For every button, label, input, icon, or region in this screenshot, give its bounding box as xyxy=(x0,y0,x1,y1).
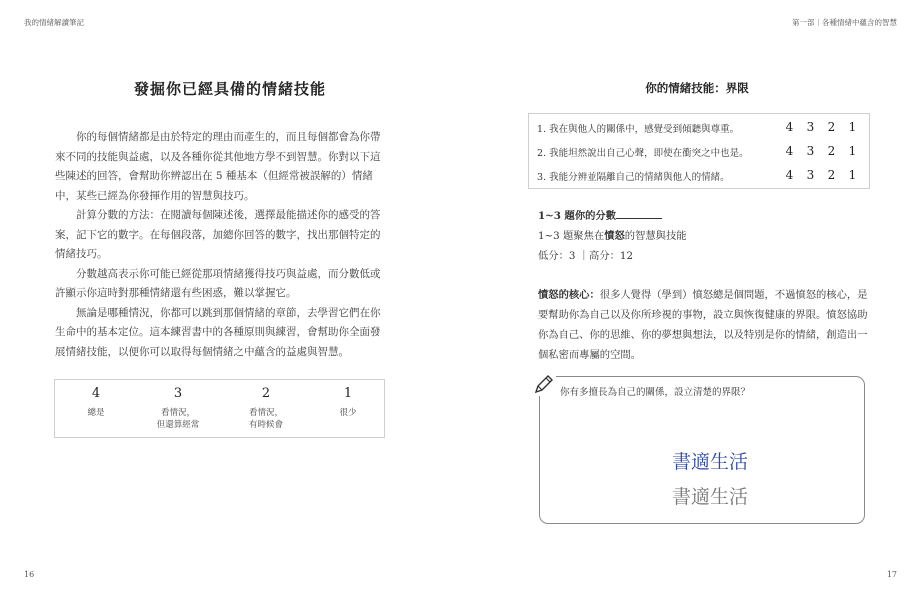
section-title: 你的情緒技能：界限 xyxy=(645,81,749,95)
scale-number: 4 xyxy=(91,386,101,401)
focus-suffix: 的智慧與技能 xyxy=(624,230,687,242)
running-header-left: 我的情緒解讀筆記 xyxy=(24,18,84,27)
score-option: 2 xyxy=(827,168,836,182)
score-option: 2 xyxy=(827,144,836,158)
page-number-left: 16 xyxy=(24,570,35,579)
scale-label-line2: 有時候會 xyxy=(248,420,283,430)
score-option: 1 xyxy=(848,168,857,182)
rating-scale xyxy=(54,379,385,438)
scale-option xyxy=(225,380,307,431)
score-blank xyxy=(616,209,662,219)
statement-text: 2. 我能坦然說出自己心聲，即使在衝突之中也是。 xyxy=(537,148,749,159)
scale-number: 3 xyxy=(173,386,183,401)
score-section xyxy=(538,206,868,266)
paragraph: 無論是哪種情況，你都可以跳到那個情緒的章節，去學習它們在你生命中的基本定位。這本練習書中的各種原則與練習，會幫助你全面發展情緒技能，以便你可以取得每個情緒之中蘊含的益處與智慧。 xyxy=(55,306,381,358)
statement-scores xyxy=(779,120,863,134)
focus-line xyxy=(538,226,868,246)
core-text: 很多人覺得（學到）憤怒總是個問題，不過憤怒的核心，是要幫助你為自己以及你所珍視的事物，設立與恢復健康的界限。憤怒協助你為自己、你的思維、你的夢想與想法，以及特別是你的情緒，創造出一個私密而專屬的空間。 xyxy=(538,289,868,361)
scale-label-line2: 但還算經常 xyxy=(156,420,200,430)
scale-number: 1 xyxy=(343,386,353,401)
scale-option xyxy=(55,380,137,419)
score-option: 4 xyxy=(785,120,794,134)
scale-option xyxy=(137,380,219,431)
core-label: 憤怒的核心： xyxy=(538,289,600,301)
paragraph: 計算分數的方法：在閱讀每個陳述後，選擇最能描述你的感受的答案，記下它的數字。在每個段落，加總你回答的數字，找出那個特定的情緒技巧。 xyxy=(55,209,381,260)
score-option: 3 xyxy=(806,120,815,134)
score-option: 3 xyxy=(806,144,815,158)
score-option: 1 xyxy=(848,120,857,134)
focus-prefix: 1~3 題聚焦在 xyxy=(538,230,605,242)
score-option: 1 xyxy=(848,144,857,158)
scale-label: 很少 xyxy=(339,408,357,418)
intro-text xyxy=(55,128,385,362)
score-line xyxy=(538,206,868,226)
score-option: 2 xyxy=(827,120,836,134)
pencil-icon xyxy=(532,372,556,400)
score-label: 1~3 題你的分數 xyxy=(538,210,617,222)
score-option: 3 xyxy=(806,168,815,182)
page-number-right: 17 xyxy=(886,570,897,579)
scale-number: 2 xyxy=(261,386,271,401)
paragraph: 分數越高表示你可能已經從那項情緒獲得技巧與益處，而分數低或許顯示你這時對那種情緒還有些困惑，難以掌握它。 xyxy=(55,267,381,299)
publisher-watermark-blue: 書適生活 xyxy=(671,451,748,473)
statement-text: 1. 我在與他人的關係中，感覺受到傾聽與尊重。 xyxy=(537,124,740,135)
running-header-right: 第一部｜各種情緒中蘊含的智慧 xyxy=(792,18,897,27)
page-title: 發掘你已經具備的情緒技能 xyxy=(133,80,326,98)
scale-option xyxy=(307,380,389,419)
scale-label: 看情況， xyxy=(248,408,283,418)
focus-emotion: 憤怒 xyxy=(604,230,625,242)
scale-label: 看情況， xyxy=(160,408,195,418)
paragraph: 你的每個情緒都是由於特定的理由而產生的，而且每個都會為你帶來不同的技能與益處，以及各種你從其他地方學不到智慧。你對以下這些陳述的回答，會幫助你辨認出在 5 種基本（但經常被誤解的）情緒中，某些已經為你發揮作用的智慧與技巧。 xyxy=(55,131,381,202)
statement-scores xyxy=(779,168,863,182)
statement-scores xyxy=(779,144,863,158)
score-option: 4 xyxy=(785,144,794,158)
reflection-question: 你有多擅長為自己的關係，設立清楚的界限？ xyxy=(560,387,751,398)
statement-list xyxy=(528,113,870,189)
statement-text: 3. 我能分辨並隔離自己的情緒與他人的情緒。 xyxy=(537,172,730,183)
publisher-watermark-gray: 書適生活 xyxy=(671,486,748,508)
score-range: 低分：3 ｜高分：12 xyxy=(538,250,634,262)
core-paragraph xyxy=(538,285,868,365)
scale-label: 總是 xyxy=(87,408,105,418)
score-option: 4 xyxy=(785,168,794,182)
